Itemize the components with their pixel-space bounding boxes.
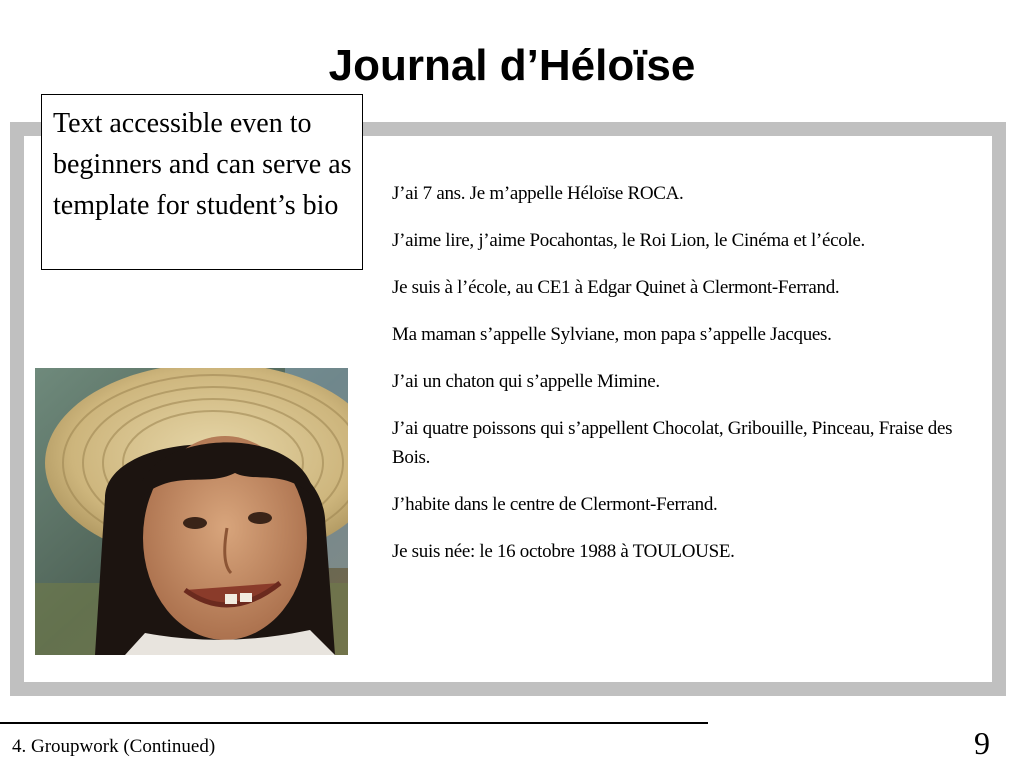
footer-section-label: 4. Groupwork (Continued) <box>12 736 216 757</box>
bio-line: J’ai quatre poissons qui s’appellent Chocolat, Gribouille, Pinceau, Fraise des Bois. <box>392 418 953 468</box>
bio-line: Je suis à l’école, au CE1 à Edgar Quinet à Clermont-Ferrand. <box>392 277 840 298</box>
callout-box: Text accessible even to beginners and can serve as template for student’s bio <box>41 94 363 270</box>
bio-text <box>392 179 982 584</box>
footer-divider <box>0 722 708 724</box>
bio-line: J’aime lire, j’aime Pocahontas, le Roi Lion, le Cinéma et l’école. <box>392 230 865 251</box>
bio-line: Ma maman s’appelle Sylviane, mon papa s’appelle Jacques. <box>392 324 832 345</box>
bio-line: J’ai un chaton qui s’appelle Mimine. <box>392 371 660 392</box>
bio-line: J’habite dans le centre de Clermont-Ferrand. <box>392 494 718 515</box>
bio-line: J’ai 7 ans. Je m’appelle Héloïse ROCA. <box>392 183 684 204</box>
bio-line: Je suis née: le 16 octobre 1988 à TOULOUSE. <box>392 541 735 562</box>
page-number: 9 <box>974 725 990 761</box>
portrait-photo <box>35 368 348 655</box>
slide-title: Journal d’Héloïse <box>328 41 696 90</box>
